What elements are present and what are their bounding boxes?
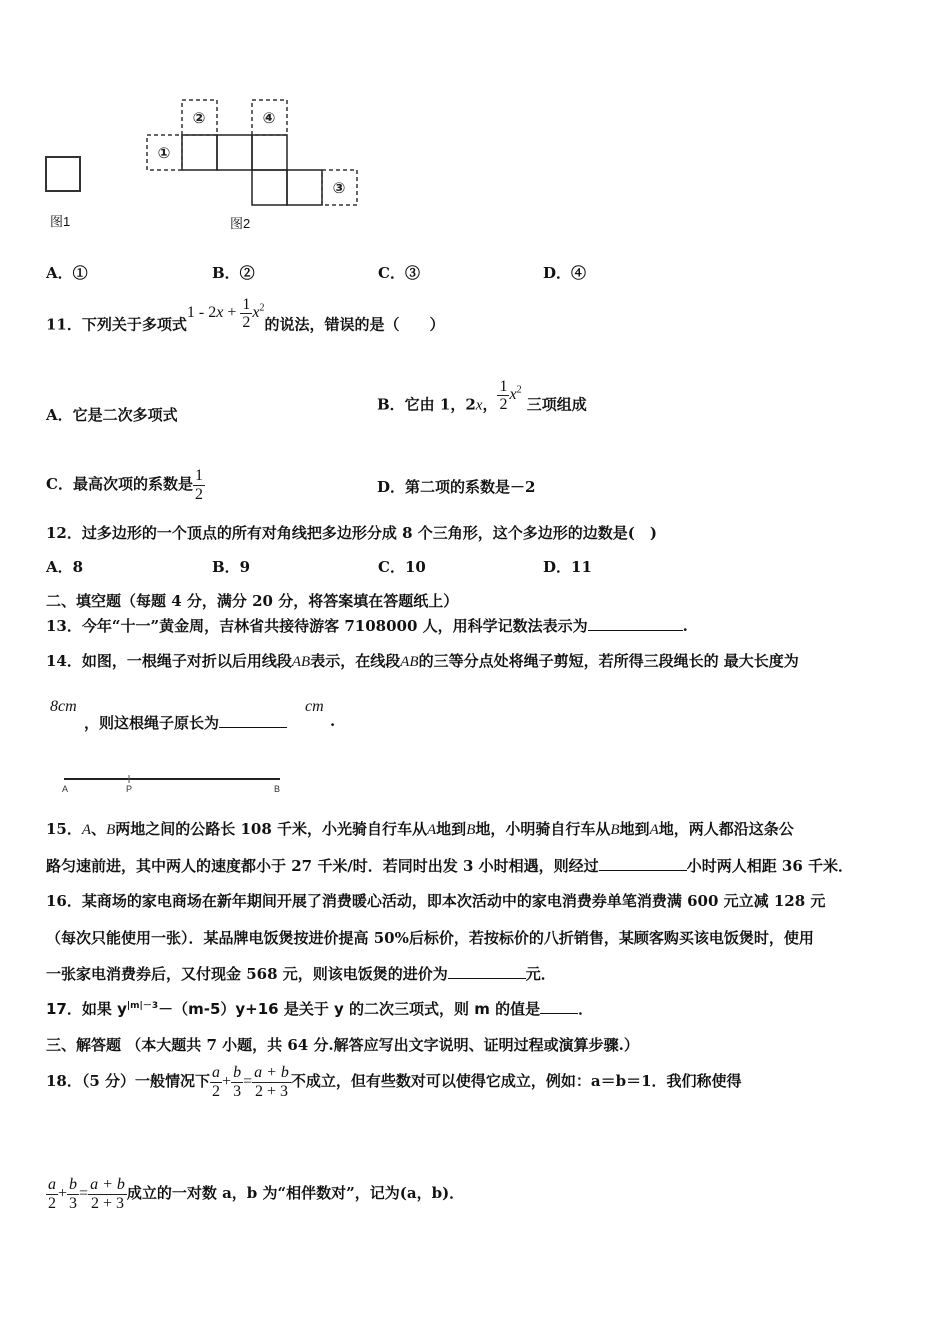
question-14-line1: 14．如图，一根绳子对折以后用线段AB表示，在线段AB的三等分点处将绳子剪短，若所得三段绳长的 最大长度为 bbox=[46, 652, 799, 670]
q14-length: 8cm bbox=[50, 698, 77, 715]
section-3-heading: 三、解答题 （本大题共 7 小题，共 64 分.解答应写出文字说明、证明过程或演算步骤.） bbox=[46, 1036, 639, 1054]
question-17: 17．如果 $y^{|m|-3}-(m-5)y+16$ 是关于 y 的二次三项式，则 m 的值是 ． bbox=[46, 1000, 594, 1018]
dashed-label-2: ② bbox=[192, 109, 206, 127]
question-14-line2: ，则这根绳子原长为 bbox=[84, 712, 287, 733]
question-15-line1: 15．A、B两地之间的公路长 108 千米，小光骑自行车从A地到B地，小明骑自行车从B地到A地，两人都沿这条公 bbox=[46, 820, 794, 838]
q16-answer-blank bbox=[448, 964, 526, 979]
q13-answer-blank bbox=[588, 616, 683, 631]
q11-option-c: C．最高次项的系数是 $\frac{1}{2}$ bbox=[46, 466, 203, 503]
q12-option-b: B．9 bbox=[212, 558, 251, 576]
q14-end: . bbox=[330, 712, 336, 730]
question-16-line2: （每次只能使用一张）．某品牌电饭煲按进价提高 50%后标价，若按标价的八折销售，某顾客购买该电饭煲时，使用 bbox=[46, 929, 814, 947]
q10-option-c: C．③ bbox=[378, 264, 420, 282]
q11-option-b: B．它由 1，2x， $\frac{1}{2}$ $x^2$ 三项组成 bbox=[377, 377, 587, 414]
question-18-line2: $\frac{a}{2}$ + $\frac{b}{3}$ = $\frac{a + b}{2 + 3}$ 成立的一对数 a，b 为“相伴数对”，记为(a，b)． bbox=[48, 1175, 465, 1212]
q12-option-a: A．8 bbox=[46, 558, 84, 576]
dashed-label-3: ③ bbox=[332, 179, 346, 197]
q11-option-b-fraction: $\frac{1}{2}$ bbox=[499, 377, 508, 414]
question-12: 12．过多边形的一个顶点的所有对角线把多边形分成 8 个三角形，这个多边形的边数是( ) bbox=[46, 524, 657, 542]
q11-option-d: D．第二项的系数是－2 bbox=[377, 478, 536, 496]
q11-number: 11．下列关于多项式 bbox=[46, 315, 187, 334]
fig2-square bbox=[287, 170, 322, 205]
question-16-line3: 一张家电消费券后，又付现金 568 元，则该电饭煲的进价为 元． bbox=[46, 965, 556, 983]
q12-option-c: C．10 bbox=[378, 558, 426, 576]
q10-option-d: D．④ bbox=[543, 264, 587, 282]
question-13: 13．今年“十一”黄金周，吉林省共接待游客 7108000 人，用科学记数法表示为 . bbox=[46, 617, 688, 635]
question-15-line2: 路匀速前进，其中两人的速度都小于 27 千米/时．若同时出发 3 小时相遇，则经过 小时两人相距 36 千米． bbox=[46, 857, 854, 875]
question-18-line1: 18．（5 分）一般情况下 $\frac{a}{2}$ + $\frac{b}{3}$ = $\frac{a + b}{2 + 3}$ 不成立，但有些数对可以使得它成立，例如：a＝b＝1．我们称使得 bbox=[46, 1063, 742, 1100]
q14-unit: cm bbox=[305, 698, 324, 715]
q11-tail: 的说法，错误的是（ ） bbox=[264, 315, 445, 334]
question-16-line1: 16．某商场的家电商场在新年期间开展了消费暖心活动，即本次活动中的家电消费券单笔消费满 600 元立减 128 元 bbox=[46, 892, 826, 910]
dashed-label-1: ① bbox=[157, 144, 171, 162]
q11-option-a: A．它是二次多项式 bbox=[46, 406, 178, 424]
label-a: A bbox=[62, 784, 69, 794]
segment-figure bbox=[58, 772, 288, 796]
net-figure bbox=[40, 95, 370, 240]
q10-option-b: B．② bbox=[212, 264, 255, 282]
q15-answer-blank bbox=[599, 856, 687, 871]
q10-option-a: A．① bbox=[46, 264, 88, 282]
q12-option-d: D．11 bbox=[543, 558, 592, 576]
fig1-square bbox=[46, 157, 80, 191]
q17-answer-blank bbox=[540, 999, 578, 1014]
label-b: B bbox=[274, 784, 281, 794]
fig2-square bbox=[252, 135, 287, 170]
fig2-square bbox=[182, 135, 217, 170]
question-11: 11．下列关于多项式1 - 2x + $\frac{1}{2}$ $x^2$的说法，错误的是（ ） bbox=[46, 295, 445, 334]
fig2-square bbox=[217, 135, 252, 170]
fig1-caption: 图1 bbox=[50, 214, 71, 229]
q11-fraction: $\frac{1}{2}$ bbox=[242, 295, 251, 332]
label-p: P bbox=[126, 784, 133, 794]
q17-exponent: |m|－3 bbox=[126, 1001, 159, 1011]
dashed-label-4: ④ bbox=[262, 109, 276, 127]
q14-answer-blank bbox=[219, 713, 287, 728]
q11-option-c-fraction: $\frac{1}{2}$ bbox=[194, 466, 203, 503]
fig2-square bbox=[252, 170, 287, 205]
fig2-caption: 图2 bbox=[230, 216, 251, 231]
section-2-heading: 二、填空题（每题 4 分，满分 20 分，将答案填在答题纸上） bbox=[46, 592, 459, 610]
